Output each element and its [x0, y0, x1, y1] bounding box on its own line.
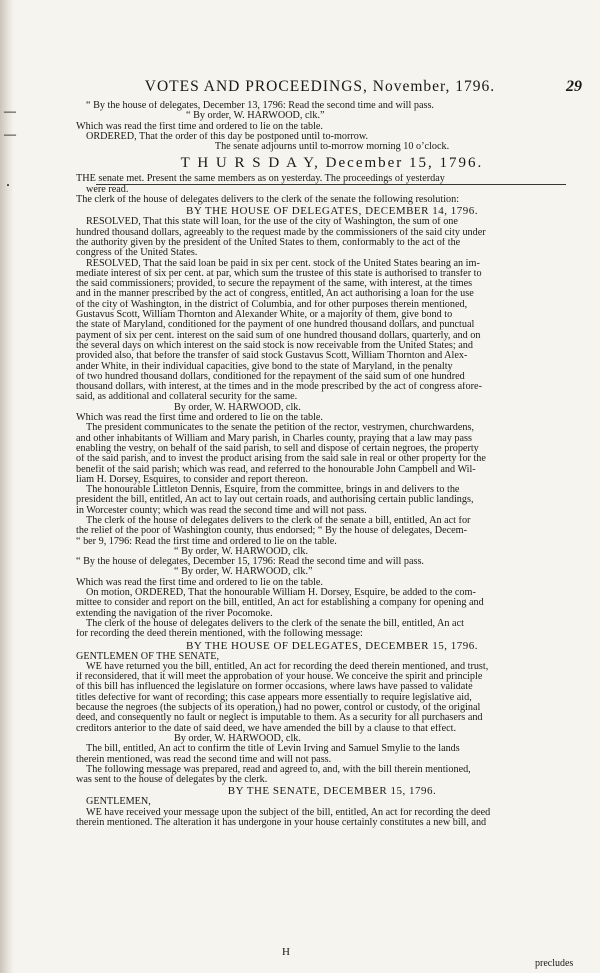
text-line: “ By the house of delegates, December 15, 1796: Read the second time and will pass. [76, 557, 424, 568]
text-line: The honourable Littleton Dennis, Esquire, from the committee, brings in and delivers to the [86, 485, 460, 496]
signature-line: “ By order, W. HARWOOD, clk. [174, 546, 308, 557]
text-line: The bill, entitled, An act to confirm the title of Levin Irving and Samuel Smylie to the lands [86, 744, 460, 755]
signature-line: By order, W. HARWOOD, clk. [174, 402, 301, 413]
text-line: in Worcester county; which was read the second time and will not pass. [76, 505, 367, 516]
paragraph-dennis [76, 485, 588, 516]
text-line: congress of the United States. [76, 248, 198, 259]
paragraph-senate-met [76, 174, 588, 205]
salutation: GENTLEMEN, [86, 797, 151, 808]
signature-mark: H [282, 946, 290, 958]
paragraph-final [76, 808, 588, 829]
text-line: of the city of Washington, in the district of Columbia, and for other purposes therein mentioned, [76, 299, 468, 310]
paragraph-returned [76, 662, 588, 734]
text-line: RESOLVED, That this state will loan, for the use of the city of Washington, the sum of one [86, 217, 458, 228]
gutter-mark: · [6, 178, 11, 192]
section-heading-house: BY THE HOUSE OF DELEGATES, DECEMBER 14, 1796. [185, 205, 478, 218]
text-line: for recording the deed therein mentioned, with the following message: [76, 629, 363, 640]
page-body [76, 101, 588, 828]
salutation: GENTLEMEN OF THE SENATE, [76, 651, 219, 662]
text-line: the authority given by the president of the United States to them, conformably to the act of the [76, 237, 461, 248]
text-line: thousand dollars, with interest, at the times and in the mode prescribed by the act of congress afore- [76, 382, 482, 393]
paragraph-motion [76, 588, 588, 619]
paragraph-relief-bill [76, 516, 588, 547]
text-line: benefit of the said parish; which was read, and referred to the honourable John Campbell and Wil- [76, 464, 476, 475]
page-number: 29 [566, 78, 582, 95]
text-line: “ ber 9, 1796: Read the first time and ordered to lie on the table. [76, 536, 337, 547]
text-line: titles defective for want of recording; this case appears more essentially to require legislative aid, [76, 692, 472, 703]
day-heading: T H U R S D A Y, December 15, 1796. [180, 155, 484, 172]
text-line: hundred thousand dollars, agreeably to the request made by the commissioners of the said city under [76, 227, 486, 238]
text-line: the relief of the poor of Washington county, thus endorsed; “ By the house of delegates, Decem- [76, 526, 468, 537]
binding-gutter [0, 0, 14, 973]
text-line: if reconsidered, that it will meet the approbation of your house. We conceive the spirit and principle [76, 672, 483, 683]
text-line: payment of six per cent. interest on the said sum of one hundred thousand dollars, quarterly, and on [76, 330, 481, 341]
text-line: provided also, that before the transfer of said stock Gustavus Scott, William Thornton and Alex- [76, 351, 468, 362]
text-line: Which was read the first time and ordered to lie on the table. [76, 577, 323, 588]
text-line: liam H. Dorsey, Esquires, to consider and report thereon. [76, 474, 308, 485]
catchword: precludes [535, 958, 574, 969]
text-line: WE have received your message upon the subject of the bill, entitled, An act for recording the deed [86, 807, 491, 818]
text-line: of this bill has influenced the legislature on former occasions, where laws have passed to validate [76, 682, 473, 693]
resolution-2 [76, 259, 588, 403]
resolution-1 [76, 217, 588, 258]
text-line: RESOLVED, That the said loan be paid in six per cent. stock of the United States bearing an im- [86, 258, 480, 269]
text-line: WE have returned you the bill, entitled, An act for recording the deed therein mentioned, and trust, [86, 661, 489, 672]
text-line: Which was read the first time and ordered to lie on the table. [76, 121, 323, 132]
text-line: of two hundred thousand dollars, conditioned for the repayment of the said sum of one hundred [76, 371, 465, 382]
section-heading-senate: BY THE SENATE, DECEMBER 15, 1796. [227, 785, 437, 798]
text-line: ander White, in their individual capacities, give bond to the state of Maryland, in the penalty [76, 361, 453, 372]
text-line: was sent to the house of delegates by the clerk. [76, 775, 268, 786]
text-line: Which was read the first time and ordered to lie on the table. [76, 413, 323, 424]
text-line: The senate adjourns until to-morrow morning 10 o’clock. [214, 142, 450, 153]
text-line: ORDERED, That the order of this day be postponed until to-morrow. [86, 131, 369, 142]
text-line: of the said parish, and to invest the product arising from the said sale in real or other property for the [76, 454, 486, 465]
gutter-mark: — [4, 127, 16, 141]
text-line: enabling the vestry, on behalf of the said parish, to sell and dispose of certain negroes, the property [76, 443, 479, 454]
text-line: were read. [86, 184, 129, 195]
text-line: extending the navigation of the river Pocomoke. [76, 608, 273, 619]
top-block [76, 101, 588, 152]
text-line: The president communicates to the senate the petition of the rector, vestrymen, churchwardens, [86, 423, 474, 434]
running-head: VOTES AND PROCEEDINGS, November, 1796. [144, 78, 496, 95]
text-line: Gustavus Scott, William Thornton and Alexander White, or a majority of them, give bond to [76, 310, 453, 321]
text-line: the said commissioners; provided, to secure the repayment of the same, with interest, at the times [76, 279, 473, 290]
text-line: therein mentioned, was read the second time and will not pass. [76, 754, 332, 765]
text-line: said, as additional and collateral security for the same. [76, 392, 298, 403]
section-heading-house: BY THE HOUSE OF DELEGATES, DECEMBER 15, 1796. [185, 639, 478, 652]
gutter-mark: — [4, 104, 16, 118]
text-line: president the bill, entitled, An act to lay out certain roads, and authorising certain public landings, [76, 495, 474, 506]
signature-line: By order, W. HARWOOD, clk. [174, 733, 301, 744]
text-line: On motion, ORDERED, That the honourable William H. Dorsey, Esquire, be added to the com- [86, 588, 476, 599]
text-line: mediate interest of six per cent. at par, which sum the trustee of this state is authorised to transfer to [76, 268, 482, 279]
paragraph-deed-bill [76, 619, 588, 640]
text-line: “ By the house of delegates, December 13, 1796: Read the second time and will pass. [86, 101, 434, 111]
text-line: therein mentioned. The alteration it has undergone in your house certainly constitutes a new bill, and [76, 818, 487, 828]
text-line: “ By order, W. HARWOOD, clk.” [186, 111, 325, 122]
paragraph-levin [76, 744, 588, 765]
text-line: the several days on which interest on the said stock is now receivable from the United States; and [76, 340, 473, 351]
text-line: The clerk of the house of delegates delivers to the clerk of the senate the following resolution: [76, 195, 460, 206]
text-line: mittee to consider and report on the bill, entitled, An act for establishing a company for opening and [76, 598, 484, 609]
text-line: and other inhabitants of William and Mary parish, in Charles county, praying that a law may pass [76, 433, 472, 444]
text-line: The clerk of the house of delegates delivers to the clerk of the senate a bill, entitled, An act for [86, 515, 471, 526]
paragraph-message [76, 765, 588, 786]
text-line: the state of Maryland, conditioned for the payment of one hundred thousand dollars, and punctual [76, 320, 475, 331]
text-line: and in the manner prescribed by the act of congress, entitled, An act authorising a loan for the use [76, 289, 474, 300]
signature-line: “ By order, W. HARWOOD, clk.” [174, 567, 313, 578]
text-line: THE senate met. Present the same members as on yesterday. The proceedings of yesterday [76, 174, 445, 185]
text-line: because the negroes (the subjects of its operation,) had no power, control or custody, of the original [76, 703, 481, 714]
text-line: deed, and consequently no fault or neglect is imputable to them. As a security for all purchasers and [76, 713, 483, 724]
text-line: creditors anterior to the date of said deed, we have amended the bill by a clause to that effect. [76, 723, 456, 734]
text-line: The following message was prepared, read and agreed to, and, with the bill therein mentioned, [86, 764, 471, 775]
text-line: The clerk of the house of delegates delivers to the clerk of the senate the bill, entitled, An act [86, 618, 464, 629]
paragraph-petition [76, 423, 588, 485]
